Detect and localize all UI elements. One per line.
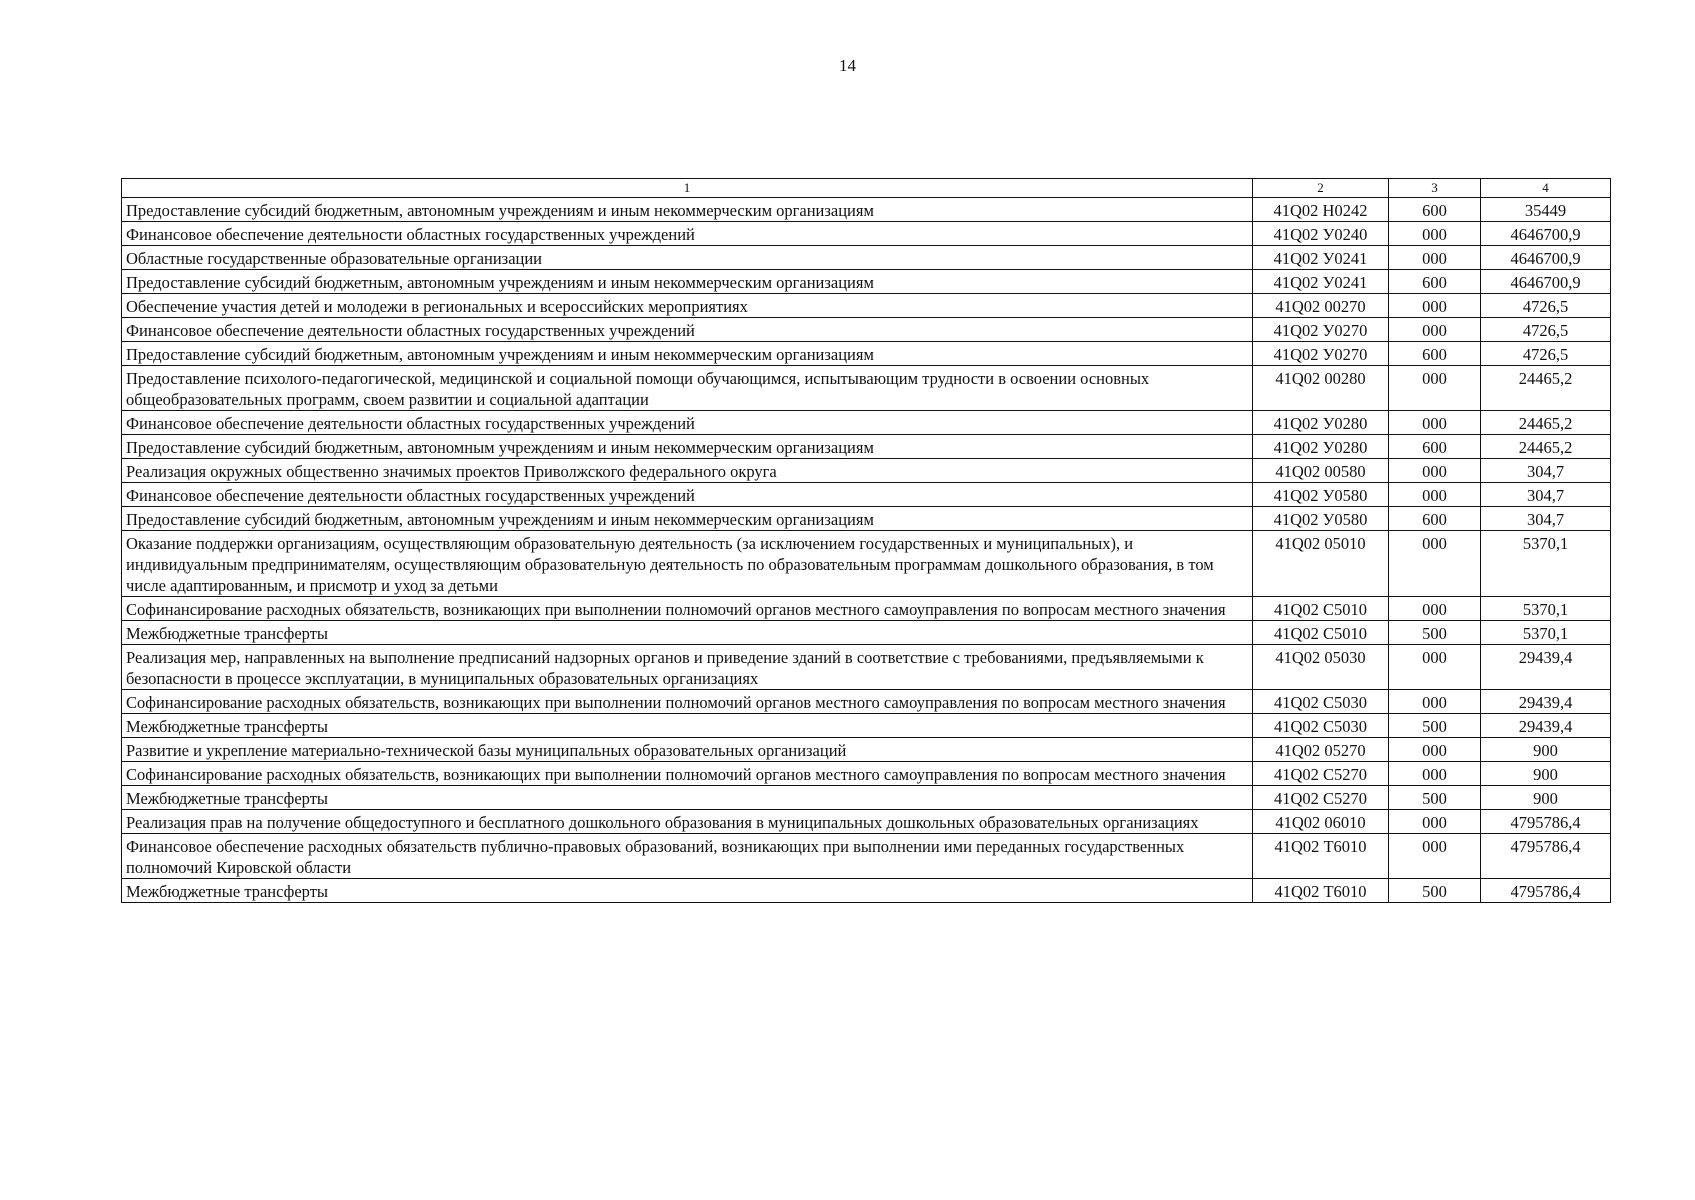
row-amount-cell: 4646700,9 (1481, 246, 1611, 270)
row-code-cell: 41Q02 С5270 (1253, 762, 1389, 786)
row-name-cell: Областные государственные образовательные организации (122, 246, 1253, 270)
table-row (122, 435, 1611, 459)
row-code-cell: 41Q02 Т6010 (1253, 879, 1389, 903)
row-amount-cell: 29439,4 (1481, 714, 1611, 738)
row-amount-cell: 4795786,4 (1481, 834, 1611, 879)
row-amount-cell: 24465,2 (1481, 435, 1611, 459)
table-row (122, 621, 1611, 645)
row-expense-type-cell: 000 (1389, 459, 1481, 483)
table-row (122, 483, 1611, 507)
row-code-cell: 41Q02 Н0242 (1253, 198, 1389, 222)
row-expense-type-cell: 000 (1389, 690, 1481, 714)
row-name-cell: Предоставление субсидий бюджетным, автономным учреждениям и иным некоммерческим организациям (122, 507, 1253, 531)
row-expense-type-cell: 600 (1389, 507, 1481, 531)
row-code-cell: 41Q02 С5030 (1253, 714, 1389, 738)
row-amount-cell: 304,7 (1481, 483, 1611, 507)
row-expense-type-cell: 000 (1389, 366, 1481, 411)
row-code-cell: 41Q02 00280 (1253, 366, 1389, 411)
table-row (122, 318, 1611, 342)
row-code-cell: 41Q02 00580 (1253, 459, 1389, 483)
row-expense-type-cell: 500 (1389, 786, 1481, 810)
table-row (122, 810, 1611, 834)
row-name-cell: Межбюджетные трансферты (122, 879, 1253, 903)
table-row (122, 411, 1611, 435)
row-code-cell: 41Q02 У0280 (1253, 411, 1389, 435)
row-code-cell: 41Q02 05010 (1253, 531, 1389, 597)
row-code-cell: 41Q02 У0270 (1253, 318, 1389, 342)
row-name-cell: Софинансирование расходных обязательств, возникающих при выполнении полномочий органов местного самоуправления по вопросам местного значения (122, 690, 1253, 714)
row-expense-type-cell: 000 (1389, 246, 1481, 270)
row-expense-type-cell: 000 (1389, 531, 1481, 597)
row-amount-cell: 24465,2 (1481, 366, 1611, 411)
row-amount-cell: 900 (1481, 738, 1611, 762)
row-expense-type-cell: 000 (1389, 738, 1481, 762)
table-row (122, 531, 1611, 597)
row-code-cell: 41Q02 У0580 (1253, 483, 1389, 507)
table-row (122, 690, 1611, 714)
row-code-cell: 41Q02 У0241 (1253, 270, 1389, 294)
row-name-cell: Предоставление субсидий бюджетным, автономным учреждениям и иным некоммерческим организациям (122, 342, 1253, 366)
row-code-cell: 41Q02 С5270 (1253, 786, 1389, 810)
row-code-cell: 41Q02 05270 (1253, 738, 1389, 762)
row-code-cell: 41Q02 С5030 (1253, 690, 1389, 714)
row-code-cell: 41Q02 05030 (1253, 645, 1389, 690)
row-amount-cell: 4795786,4 (1481, 879, 1611, 903)
row-amount-cell: 5370,1 (1481, 597, 1611, 621)
row-expense-type-cell: 000 (1389, 834, 1481, 879)
row-name-cell: Софинансирование расходных обязательств, возникающих при выполнении полномочий органов местного самоуправления по вопросам местного значения (122, 597, 1253, 621)
table-row (122, 645, 1611, 690)
row-name-cell: Финансовое обеспечение деятельности областных государственных учреждений (122, 411, 1253, 435)
column-header-expense-type: 3 (1389, 179, 1481, 198)
table-row (122, 762, 1611, 786)
row-expense-type-cell: 000 (1389, 645, 1481, 690)
row-name-cell: Оказание поддержки организациям, осуществляющим образовательную деятельность (за исключением государственных и муниципальных), и индивидуальным предпринимателям, осуществляющим образовательную деятельность по образовательным программам дошкольного образования, в том числе адаптированным, и присмотр и уход за детьми (122, 531, 1253, 597)
row-expense-type-cell: 000 (1389, 294, 1481, 318)
table-row (122, 198, 1611, 222)
row-name-cell: Финансовое обеспечение расходных обязательств публично-правовых образований, возникающих при выполнении ими переданных государственных полномочий Кировской области (122, 834, 1253, 879)
column-header-amount: 4 (1481, 179, 1611, 198)
row-expense-type-cell: 000 (1389, 411, 1481, 435)
row-name-cell: Реализация мер, направленных на выполнение предписаний надзорных органов и приведение зданий в соответствие с требованиями, предъявляемыми к безопасности в процессе эксплуатации, в муниципальных образовательных организациях (122, 645, 1253, 690)
table-row (122, 366, 1611, 411)
row-amount-cell: 900 (1481, 786, 1611, 810)
row-amount-cell: 900 (1481, 762, 1611, 786)
row-expense-type-cell: 600 (1389, 198, 1481, 222)
table-row (122, 459, 1611, 483)
page-number: 14 (839, 56, 856, 75)
row-amount-cell: 4726,5 (1481, 294, 1611, 318)
row-code-cell: 41Q02 У0240 (1253, 222, 1389, 246)
row-expense-type-cell: 500 (1389, 714, 1481, 738)
row-expense-type-cell: 500 (1389, 879, 1481, 903)
budget-table (121, 178, 1611, 903)
row-amount-cell: 29439,4 (1481, 645, 1611, 690)
row-amount-cell: 304,7 (1481, 507, 1611, 531)
row-name-cell: Реализация окружных общественно значимых проектов Приволжского федерального округа (122, 459, 1253, 483)
row-name-cell: Предоставление субсидий бюджетным, автономным учреждениям и иным некоммерческим организациям (122, 198, 1253, 222)
row-name-cell: Софинансирование расходных обязательств, возникающих при выполнении полномочий органов местного самоуправления по вопросам местного значения (122, 762, 1253, 786)
row-code-cell: 41Q02 У0270 (1253, 342, 1389, 366)
row-amount-cell: 4726,5 (1481, 342, 1611, 366)
table-row (122, 222, 1611, 246)
row-amount-cell: 29439,4 (1481, 690, 1611, 714)
row-amount-cell: 304,7 (1481, 459, 1611, 483)
row-name-cell: Обеспечение участия детей и молодежи в региональных и всероссийских мероприятиях (122, 294, 1253, 318)
row-code-cell: 41Q02 У0580 (1253, 507, 1389, 531)
row-expense-type-cell: 000 (1389, 222, 1481, 246)
row-code-cell: 41Q02 С5010 (1253, 597, 1389, 621)
table-row (122, 294, 1611, 318)
row-name-cell: Финансовое обеспечение деятельности областных государственных учреждений (122, 483, 1253, 507)
row-code-cell: 41Q02 06010 (1253, 810, 1389, 834)
row-code-cell: 41Q02 00270 (1253, 294, 1389, 318)
row-expense-type-cell: 600 (1389, 270, 1481, 294)
row-amount-cell: 5370,1 (1481, 531, 1611, 597)
row-expense-type-cell: 000 (1389, 810, 1481, 834)
table-row (122, 786, 1611, 810)
table-row (122, 246, 1611, 270)
column-header-name: 1 (122, 179, 1253, 198)
table-row (122, 834, 1611, 879)
table-row (122, 342, 1611, 366)
table-row (122, 597, 1611, 621)
row-name-cell: Реализация прав на получение общедоступного и бесплатного дошкольного образования в муниципальных дошкольных образовательных организациях (122, 810, 1253, 834)
row-name-cell: Финансовое обеспечение деятельности областных государственных учреждений (122, 318, 1253, 342)
row-name-cell: Предоставление психолого-педагогической, медицинской и социальной помощи обучающимся, испытывающим трудности в освоении основных общеобразовательных программ, своем развитии и социальной адаптации (122, 366, 1253, 411)
row-name-cell: Межбюджетные трансферты (122, 786, 1253, 810)
row-amount-cell: 4646700,9 (1481, 270, 1611, 294)
column-header-code: 2 (1253, 179, 1389, 198)
row-code-cell: 41Q02 У0241 (1253, 246, 1389, 270)
table-row (122, 879, 1611, 903)
table-row (122, 507, 1611, 531)
row-expense-type-cell: 500 (1389, 621, 1481, 645)
row-name-cell: Предоставление субсидий бюджетным, автономным учреждениям и иным некоммерческим организациям (122, 435, 1253, 459)
row-amount-cell: 35449 (1481, 198, 1611, 222)
row-amount-cell: 24465,2 (1481, 411, 1611, 435)
row-name-cell: Межбюджетные трансферты (122, 714, 1253, 738)
table-row (122, 738, 1611, 762)
row-amount-cell: 4795786,4 (1481, 810, 1611, 834)
table-row (122, 714, 1611, 738)
table-row (122, 270, 1611, 294)
row-amount-cell: 5370,1 (1481, 621, 1611, 645)
row-expense-type-cell: 000 (1389, 597, 1481, 621)
row-amount-cell: 4646700,9 (1481, 222, 1611, 246)
row-expense-type-cell: 600 (1389, 435, 1481, 459)
row-name-cell: Финансовое обеспечение деятельности областных государственных учреждений (122, 222, 1253, 246)
row-amount-cell: 4726,5 (1481, 318, 1611, 342)
row-expense-type-cell: 600 (1389, 342, 1481, 366)
row-code-cell: 41Q02 С5010 (1253, 621, 1389, 645)
row-code-cell: 41Q02 Т6010 (1253, 834, 1389, 879)
row-name-cell: Межбюджетные трансферты (122, 621, 1253, 645)
row-expense-type-cell: 000 (1389, 318, 1481, 342)
row-name-cell: Развитие и укрепление материально-технической базы муниципальных образовательных организаций (122, 738, 1253, 762)
row-code-cell: 41Q02 У0280 (1253, 435, 1389, 459)
row-expense-type-cell: 000 (1389, 762, 1481, 786)
row-expense-type-cell: 000 (1389, 483, 1481, 507)
table-header-row (122, 179, 1611, 198)
row-name-cell: Предоставление субсидий бюджетным, автономным учреждениям и иным некоммерческим организациям (122, 270, 1253, 294)
